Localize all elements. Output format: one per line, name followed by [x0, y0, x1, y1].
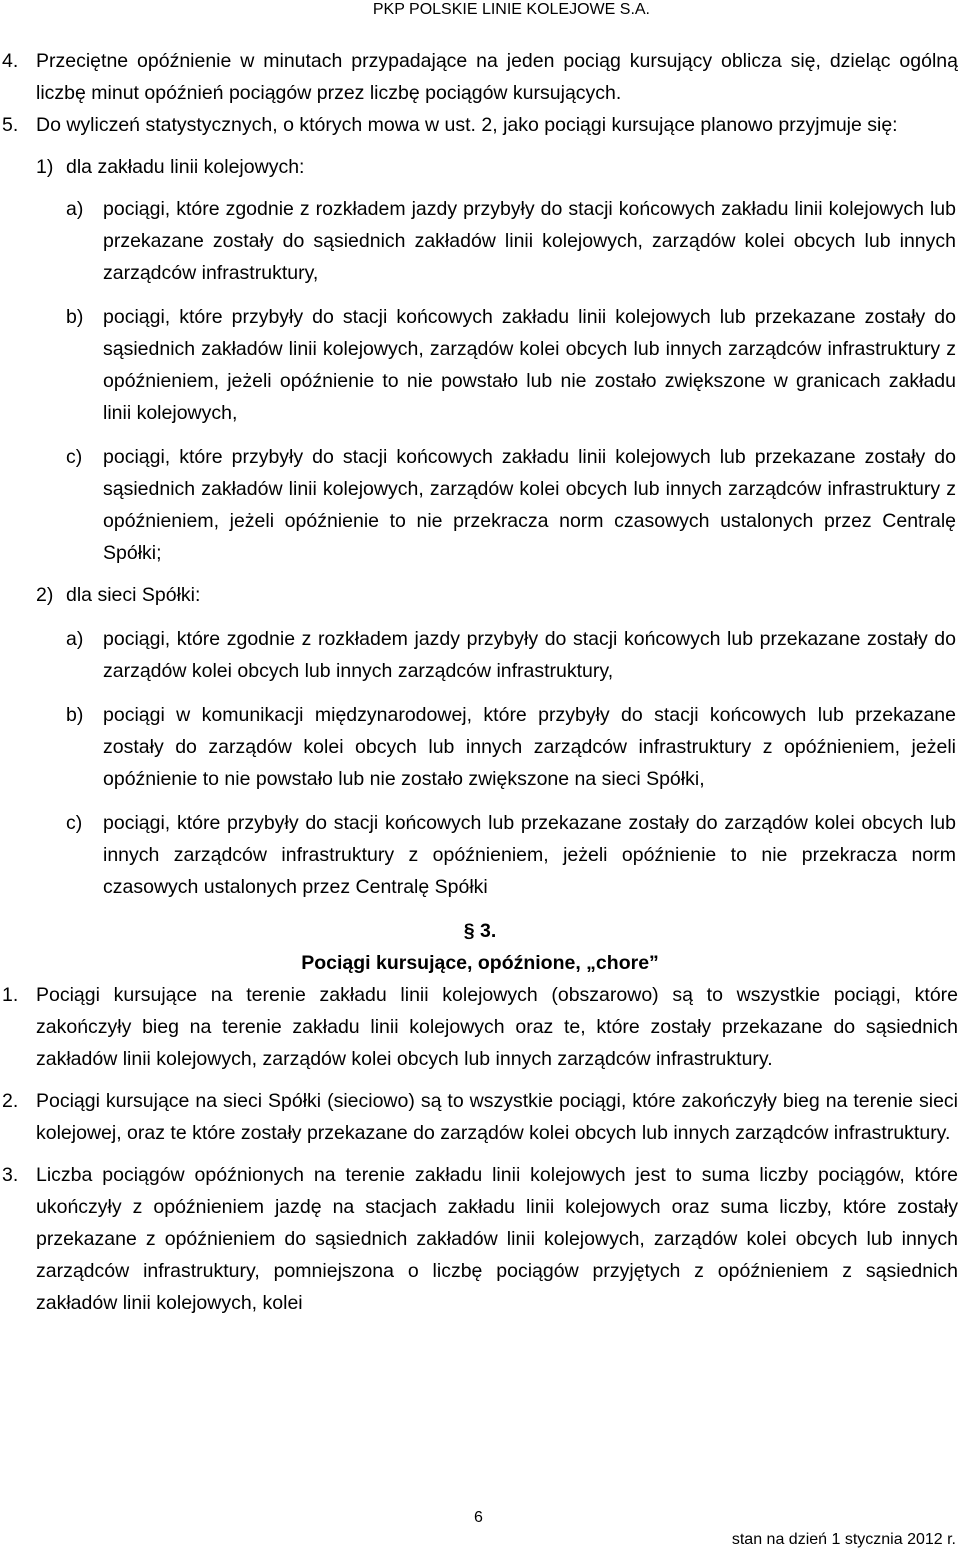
paragraph-number: 2. [2, 1090, 19, 1112]
list-text: pociągi, które przybyły do stacji końcowych zakładu linii kolejowych lub przekazane zostały do sąsiednich zakładów linii kolejowych, zarządów kolei obcych lub innych zarządców infrastruktury z opóźnieniem, jeżeli opóźnienie to nie przekracza norm czasowych ustalonych przez Centralę Spółki; [103, 446, 956, 564]
list-text: pociągi w komunikacji międzynarodowej, które przybyły do stacji końcowych lub przekazane zostały do zarządów kolei obcych lub innych zarządców infrastruktury z opóźnieniem, jeżeli opóźnienie to nie powstało lub nie zostało zwiększone na sieci Spółki, [103, 704, 956, 790]
list-item-2 [0, 579, 960, 611]
list-letter: c) [66, 446, 83, 468]
list-letter: c) [66, 812, 83, 834]
list-text: pociągi, które zgodnie z rozkładem jazdy przybyły do stacji końcowych lub przekazane zostały do zarządów kolei obcych lub innych zarządców infrastruktury, [103, 628, 956, 682]
list-item-1a [0, 193, 960, 289]
list-number: 1) [36, 156, 54, 178]
page-number: 6 [474, 1509, 483, 1526]
paragraph-text: Pociągi kursujące na sieci Spółki (sieciowo) są to wszystkie pociągi, które zakończyły bieg na terenie sieci kolejowej, oraz te które zostały przekazane do zarządów kolei obcych lub innych zarządców infrastruktury. [36, 1090, 958, 1144]
list-item-1c [0, 441, 960, 569]
list-number: 2) [36, 584, 54, 606]
document-body [0, 45, 960, 1319]
list-item-1b [0, 301, 960, 429]
paragraph-5 [0, 109, 960, 141]
paragraph-text: Do wyliczeń statystycznych, o których mowa w ust. 2, jako pociągi kursujące planowo przyjmuje się: [36, 114, 898, 136]
section-title: Pociągi kursujące, opóźnione, „chore” [301, 952, 659, 974]
list-letter: b) [66, 306, 84, 328]
document-date: stan na dzień 1 stycznia 2012 r. [731, 1531, 956, 1548]
paragraph-text: Przeciętne opóźnienie w minutach przypadające na jeden pociąg kursujący oblicza się, dzieląc ogólną liczbę minut opóźnień pociągów przez liczbę pociągów kursujących. [36, 50, 958, 104]
list-letter: a) [66, 628, 84, 650]
paragraph-number: 3. [2, 1164, 19, 1186]
list-text: pociągi, które zgodnie z rozkładem jazdy przybyły do stacji końcowych zakładu linii kolejowych lub przekazane zostały do sąsiednich zakładów linii kolejowych, zarządów kolei obcych lub innych zarządców infrastruktury, [103, 198, 956, 284]
paragraph-number: 5. [2, 114, 19, 136]
paragraph-number: 4. [2, 50, 19, 72]
paragraph-number: 1. [2, 984, 19, 1006]
list-letter: a) [66, 198, 84, 220]
list-text: dla zakładu linii kolejowych: [66, 156, 305, 178]
paragraph-text: Liczba pociągów opóźnionych na terenie zakładu linii kolejowych jest to suma liczby pociągów, które ukończyły z opóźnieniem jazdę na stacjach zakładu linii kolejowych oraz suma liczby, które zostały przekazane z opóźnieniem do sąsiednich zakładów linii kolejowych, zarządów kolei obcych lub innych zarządców infrastruktury, pomniejszona o liczbę pociągów przyjętych z opóźnieniem z sąsiednich zakładów linii kolejowych, kolei [36, 1164, 958, 1314]
section-paragraph-2 [0, 1085, 960, 1149]
document-header: PKP POLSKIE LINIE KOLEJOWE S.A. [372, 1, 650, 18]
list-item-2c [0, 807, 960, 903]
paragraph-text: Pociągi kursujące na terenie zakładu linii kolejowych (obszarowo) są to wszystkie pociągi, które zakończyły bieg na terenie zakładu linii kolejowych oraz te, które zostały przekazane do sąsiednich zakładów linii kolejowych, zarządów kolei obcych lub innych zarządców infrastruktury. [36, 984, 958, 1070]
list-letter: b) [66, 704, 84, 726]
list-text: dla sieci Spółki: [66, 584, 201, 606]
paragraph-4 [0, 45, 960, 109]
section-number: § 3. [463, 920, 497, 942]
section-paragraph-1 [0, 979, 960, 1075]
section-paragraph-3 [0, 1159, 960, 1319]
list-item-2b [0, 699, 960, 795]
list-item-2a [0, 623, 960, 687]
list-item-1 [0, 151, 960, 183]
list-text: pociągi, które przybyły do stacji końcowych zakładu linii kolejowych lub przekazane zostały do sąsiednich zakładów linii kolejowych, zarządów kolei obcych lub innych zarządców infrastruktury z opóźnieniem, jeżeli opóźnienie to nie powstało lub nie zostało zwiększone w granicach zakładu linii kolejowych, [103, 306, 956, 424]
list-text: pociągi, które przybyły do stacji końcowych lub przekazane zostały do zarządów kolei obcych lub innych zarządców infrastruktury z opóźnieniem, jeżeli opóźnienie to nie przekracza norm czasowych ustalonych przez Centralę Spółki [103, 812, 956, 898]
